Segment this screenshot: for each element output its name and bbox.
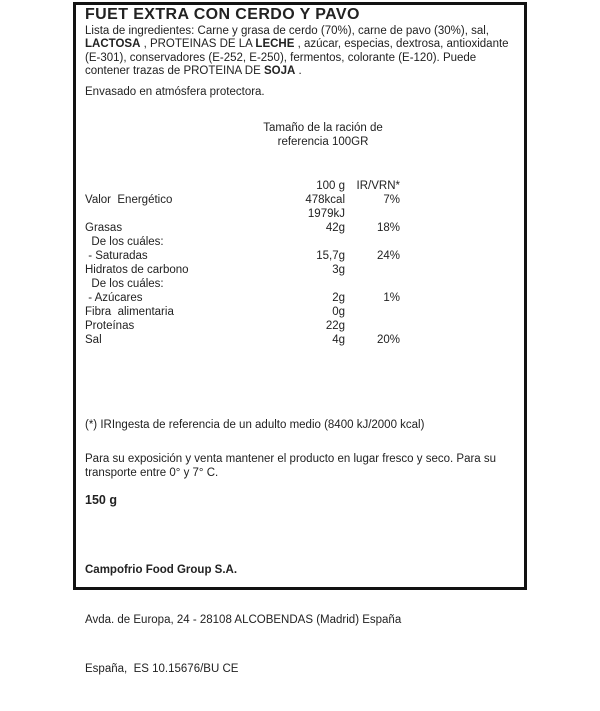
- header-spacer: [85, 179, 270, 193]
- nutrient-value: 1979kJ: [307, 208, 345, 220]
- table-row-sugars: [85, 291, 400, 305]
- nutrient-label: Valor Energético: [85, 194, 173, 206]
- storage-instructions: Para su exposición y venta mantener el producto en lugar fresco y seco. Para su transporte entre 0° y 7° C.: [85, 453, 497, 479]
- table-row-salt: [85, 333, 400, 347]
- ingredients-segment: , PROTEINAS DE LA: [140, 38, 256, 51]
- nutrient-ri: 1%: [383, 292, 400, 304]
- nutrient-label: - Azúcares: [85, 292, 143, 304]
- nutrition-table-header: [85, 179, 400, 193]
- nutrient-label: [85, 207, 270, 221]
- company-name: Campofrio Food Group S.A.: [85, 564, 238, 576]
- nutrient-value: 478kcal: [305, 194, 345, 206]
- nutrient-value: [270, 277, 345, 291]
- nutrition-table: [85, 179, 400, 347]
- allergen-leche: LECHE: [255, 38, 295, 51]
- table-row-carbohydrates: [85, 263, 400, 277]
- net-weight: 150 g: [85, 493, 117, 507]
- column-header-reference-intake: IR/VRN*: [356, 180, 400, 192]
- reference-intake-footnote: (*) IRIngesta de referencia de un adulto medio (8400 kJ/2000 kcal): [85, 419, 425, 431]
- nutrient-ri: 24%: [376, 250, 400, 262]
- nutrient-ri: [345, 207, 400, 221]
- table-row-energy: [85, 193, 400, 207]
- ingredients-segment: Lista de ingredientes: Carne y grasa de cerdo (70%), carne de pavo (30%), sal,: [85, 25, 489, 37]
- table-row-fat: [85, 221, 400, 235]
- nutrient-ri: [345, 235, 400, 249]
- ingredients-segment: , azúcar, especias, dextrosa, antioxidante (E-301), conservadores (E-252, E-250), fermentos, colorante (E-120). Puede contener trazas de PROTEINA DE: [85, 38, 509, 78]
- table-row-protein: [85, 319, 400, 333]
- table-row-of-which-fat: [85, 235, 400, 249]
- nutrient-label: De los cuáles:: [85, 278, 164, 290]
- ingredients-segment: .: [295, 65, 302, 78]
- table-row-saturates: [85, 249, 400, 263]
- product-label: [73, 2, 527, 675]
- nutrient-value: 3g: [332, 264, 345, 276]
- nutrient-label: Hidratos de carbono: [85, 264, 189, 276]
- serving-size-header: Tamaño de la ración de referencia 100GR: [263, 122, 383, 148]
- allergen-lactosa: LACTOSA: [85, 38, 141, 51]
- nutrient-label: Sal: [85, 334, 102, 346]
- nutrient-ri: [345, 319, 400, 333]
- column-header-amount: 100 g: [316, 180, 345, 192]
- nutrient-value: 15,7g: [316, 250, 345, 262]
- nutrient-label: Grasas: [85, 222, 123, 234]
- ingredients-text: [85, 25, 515, 79]
- nutrient-ri: [345, 305, 400, 319]
- company-registration: España, ES 10.15676/BU CE: [85, 663, 239, 675]
- nutrient-value: [270, 235, 345, 249]
- nutrient-label: Proteínas: [85, 320, 135, 332]
- nutrient-ri: 20%: [376, 334, 400, 346]
- nutrient-value: 42g: [325, 222, 345, 234]
- nutrient-ri: [345, 277, 400, 291]
- nutrient-ri: [345, 263, 400, 277]
- nutrient-value: 4g: [332, 334, 345, 346]
- nutrient-value: 22g: [325, 320, 345, 332]
- nutrient-value: 2g: [332, 292, 345, 304]
- nutrient-ri: 18%: [376, 222, 400, 234]
- nutrient-label: Fibra alimentaria: [85, 306, 174, 318]
- nutrient-label: - Saturadas: [85, 250, 148, 262]
- nutrient-label: De los cuáles:: [85, 236, 164, 248]
- company-info: [85, 529, 517, 711]
- table-row-fibre: [85, 305, 400, 319]
- company-address: Avda. de Europa, 24 - 28108 ALCOBENDAS (Madrid) España: [85, 613, 402, 626]
- nutrient-value: 0g: [332, 306, 345, 318]
- table-row-energy-kj: [85, 207, 400, 221]
- packaging-note: Envasado en atmósfera protectora.: [85, 86, 265, 98]
- product-title: FUET EXTRA CON CERDO Y PAVO: [85, 6, 360, 23]
- allergen-soja: SOJA: [263, 65, 296, 78]
- table-row-of-which-carbs: [85, 277, 400, 291]
- nutrient-ri: 7%: [383, 194, 400, 206]
